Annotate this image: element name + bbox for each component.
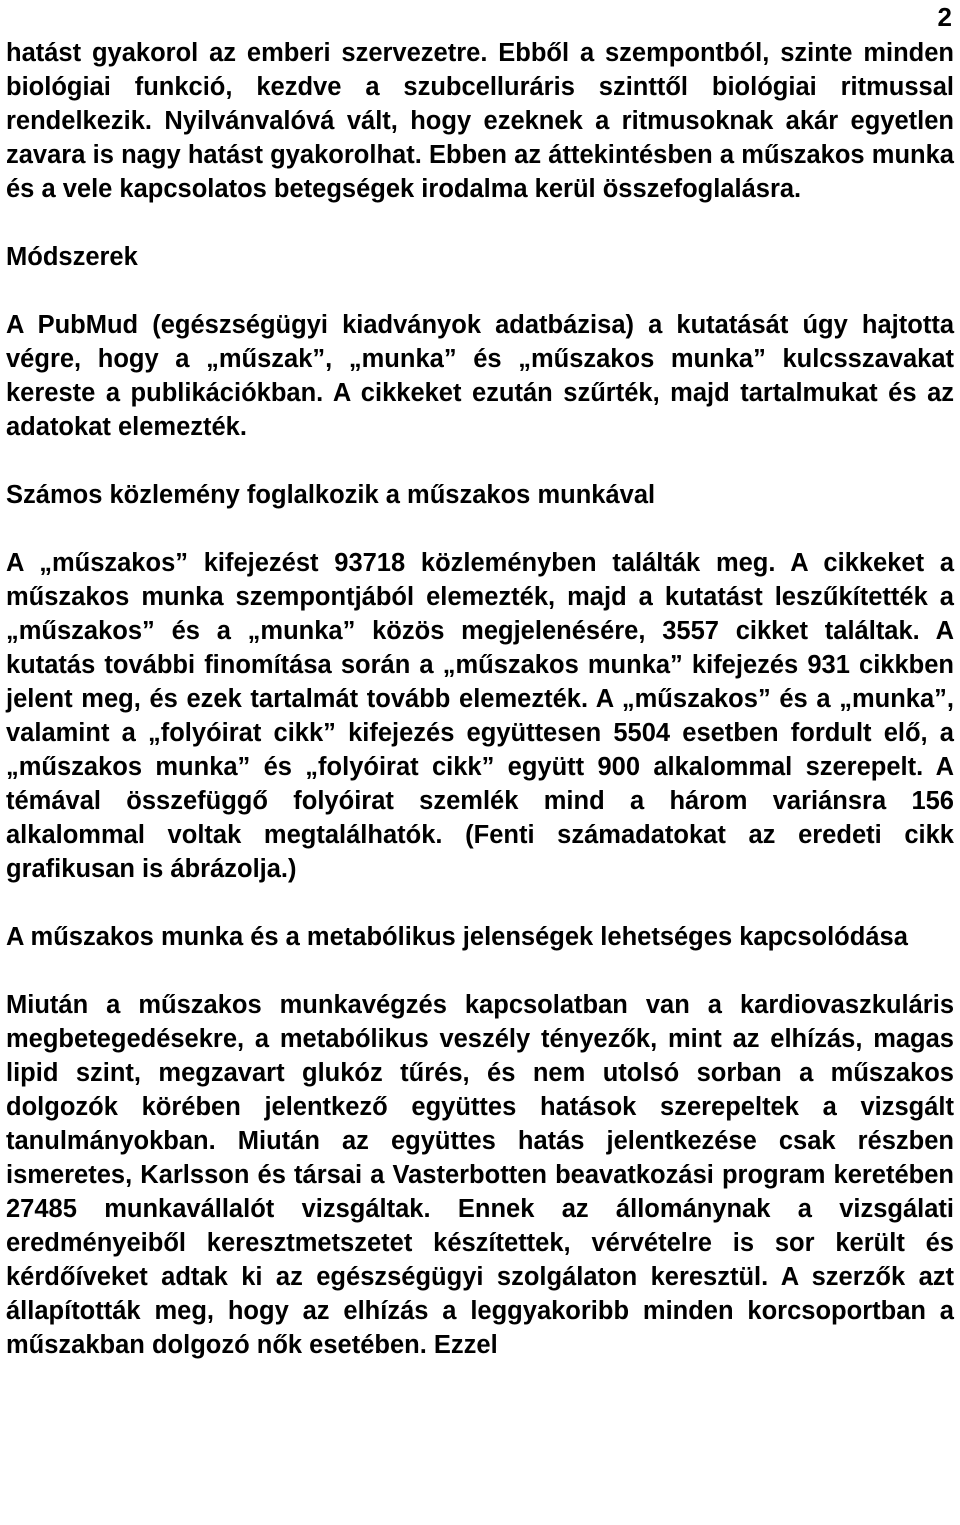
section-heading-publications: Számos közlemény foglalkozik a műszakos munkával (6, 481, 656, 509)
paragraph-gap (6, 886, 954, 920)
document-body (6, 36, 954, 1362)
paragraph-publications: A „műszakos” kifejezést 93718 közleményben találták meg. A cikkeket a műszakos munka szempontjából elemezték, majd a kutatást leszűkítették a „műszakos” és a „munka” közös megjelenésére, 3557 cikket találtak. A kutatás további finomítása során a „műszakos munka” kifejezés 931 cikkben jelent meg, és ezek tartalmát tovább elemezték. A „műszakos” és a „munka”, valamint a „folyóirat cikk” kifejezés együttesen 5504 esetben fordult elő, a „műszakos munka” és „folyóirat cikk” együtt 900 alkalommal szerepelt. A témával összefüggő folyóirat szemlék mind a három variánsra 156 alkalommal voltak megtalálhatók. (Fenti számadatokat az eredeti cikk grafikusan is ábrázolja.) (6, 549, 954, 883)
paragraph-gap (6, 954, 954, 988)
paragraph-methods: A PubMud (egészségügyi kiadványok adatbázisa) a kutatását úgy hajtotta végre, hogy a „műszak”, „munka” és „műszakos munka” kulcsszavakat kereste a publikációkban. A cikkeket ezután szűrték, majd tartalmukat és az adatokat elemezték. (6, 311, 954, 441)
paragraph-gap (6, 274, 954, 308)
paragraph-gap (6, 444, 954, 478)
paragraph-metabolic: Miután a műszakos munkavégzés kapcsolatban van a kardiovaszkuláris megbetegedésekre, a metabólikus veszély tényezők, mint az elhízás, magas lipid szint, megzavart glukóz tűrés, és nem utolsó sorban a műszakos dolgozók körében jelentkező együttes hatások szerepeltek a vizsgált tanulmányokban. Miután az együttes hatás jelentkezése csak részben ismeretes, Karlsson és társai a Vasterbotten beavatkozási program keretében 27485 munkavállalót vizsgáltak. Ennek az állománynak a vizsgálati eredményeiből keresztmetszetet készítettek, vérvételre is sor került és kérdőíveket adtak ki az egészségügyi szolgálaton keresztül. A szerzők azt állapították meg, hogy az elhízás a leggyakoribb minden korcsoportban a műszakban dolgozó nők esetében. Ezzel (6, 991, 954, 1359)
section-heading-methods: Módszerek (6, 243, 138, 271)
paragraph-gap (6, 206, 954, 240)
page-number: 2 (937, 2, 952, 32)
paragraph-gap (6, 512, 954, 546)
section-heading-metabolic: A műszakos munka és a metabólikus jelenségek lehetséges kapcsolódása (6, 923, 908, 951)
paragraph-intro: hatást gyakorol az emberi szervezetre. Ebből a szempontból, szinte minden biológiai funkció, kezdve a szubcelluráris szinttől biológiai ritmussal rendelkezik. Nyilvánvalóvá vált, hogy ezeknek a ritmusoknak akár egyetlen zavara is nagy hatást gyakorolhat. Ebben az áttekintésben a műszakos munka és a vele kapcsolatos betegségek irodalma kerül összefoglalásra. (6, 39, 954, 203)
